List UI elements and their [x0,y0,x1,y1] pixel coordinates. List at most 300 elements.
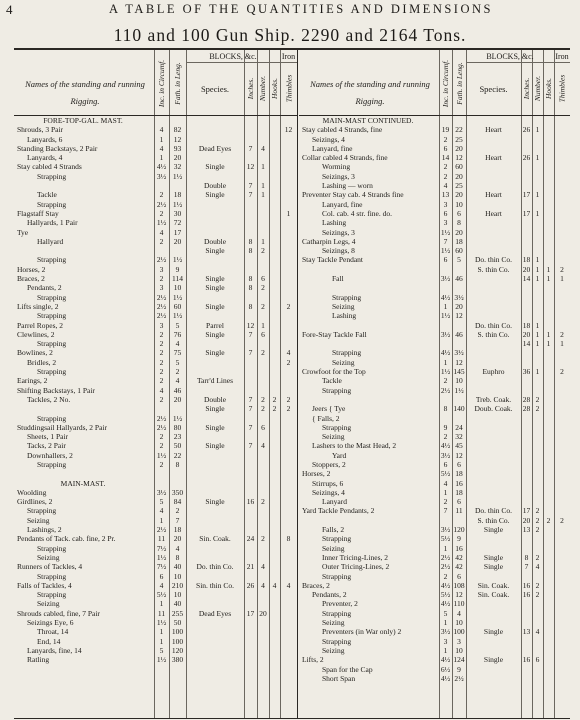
thimbles-cell: 2 [560,367,564,377]
number-cell: 1 [535,329,540,339]
circumference-cell: 2 [159,236,164,246]
rigging-name: Seizing [37,599,60,609]
fathoms-cell: 4 [175,339,180,349]
fathoms-cell: 32 [455,432,463,442]
table-row [14,590,297,599]
number-cell: 2 [535,515,540,525]
rigging-name: Strapping [37,367,67,377]
rigging-name: Span for the Cap [322,664,373,674]
circumference-cell: 1 [443,487,448,497]
thimbles-header-right: Thimbles [557,74,567,102]
rigging-name: Strapping [37,413,67,423]
inches-cell: 7 [248,404,253,414]
fathoms-cell: 12 [455,153,463,163]
circumference-cell: 1 [159,599,164,609]
table-row [14,562,297,571]
species-cell: Single [483,552,504,562]
fathoms-cell: 60 [455,246,463,256]
rigging-name: Horses, 2 [302,469,331,479]
rigging-name: Collar cabled 4 Strands, fine [302,153,388,163]
inc-header: Inc. in Circumf. [157,59,166,107]
rigging-name: Inner Tricing-Lines, 2 [322,552,389,562]
table-row [299,246,570,255]
rigging-name: Strapping [332,292,362,302]
circumference-cell: 5½ [440,590,451,600]
fathoms-cell: 8 [175,552,180,562]
circumference-cell: 2 [443,376,448,386]
number-header-right: Number. [533,75,542,101]
fathoms-cell: 20 [173,236,182,246]
fathoms-cell: 18 [455,469,463,479]
number-cell: 1 [261,236,265,246]
section-heading: MAIN-MAST. [60,478,106,488]
circumference-cell: 3 [159,320,164,330]
table-row [14,451,297,460]
fathoms-cell: 100 [453,627,465,637]
table-row [14,581,297,590]
fathoms-cell: 120 [171,645,184,655]
number-cell: 1 [535,153,540,163]
number-cell: 6 [261,329,265,339]
rigging-name: Lanyard [322,497,347,507]
hooks-cell: 1 [546,274,551,284]
circumference-cell: 1½ [440,367,451,377]
table-row [14,469,297,478]
table-row [14,414,297,423]
species-cell: Single [205,246,225,256]
fathoms-cell: 16 [455,543,463,553]
circumference-cell: 2½ [156,255,167,265]
table-row [299,339,570,348]
thimbles-cell: 1 [560,339,564,349]
inches-cell: 18 [522,255,531,265]
iron-header-right: Iron [555,52,569,61]
inches-cell: 16 [522,580,531,590]
fathoms-cell: 12 [455,450,463,460]
fathoms-cell: 10 [173,590,182,600]
rigging-name: Lashing [322,218,347,228]
inches-cell: 8 [248,246,253,256]
inches-cell: 13 [522,627,531,637]
rigging-name: Downhallers, 2 [27,450,73,460]
table-row [14,404,297,413]
rigging-name: Seizings, 4 [312,487,345,497]
circumference-cell: 1 [443,645,448,655]
fathoms-cell: 20 [455,190,463,200]
rigging-name: Strapping [37,543,67,553]
fathoms-cell: 18 [173,190,182,200]
table-row [14,162,297,171]
fathoms-cell: 100 [171,636,184,646]
rigging-name: Strapping [37,311,67,321]
circumference-cell: 4½ [440,292,451,302]
circumference-cell: 2½ [156,413,167,423]
species-cell: Single [205,441,225,451]
table-row [299,469,570,478]
rigging-name: Clewlines, 2 [17,329,55,339]
number-cell: 1 [535,190,540,200]
circumference-cell: 2½ [156,292,167,302]
fathoms-cell: 10 [173,571,182,581]
circumference-cell: 2 [159,329,164,339]
rigging-name: Seizing [332,301,355,311]
fathoms-cell: 6 [457,208,461,218]
circumference-cell: 2½ [156,199,167,209]
circumference-cell: 2 [159,190,164,200]
rigging-name: Strapping [37,590,67,600]
rigging-name: Pendants of Tack. cab. fine, 2 Pr. [17,534,116,544]
species-cell: Sin. Coak. [477,580,510,590]
circumference-cell: 7½ [156,562,167,572]
rigging-name: Strapping [37,255,67,265]
rigging-name: Worming [322,162,351,172]
fathoms-cell: 72 [173,218,182,228]
hooks-cell: 2 [546,515,551,525]
table-row [299,562,570,571]
rigging-name: Falls of Tackles, 4 [17,580,72,590]
section-heading: FORE-TOP-GAL. MAST. [43,116,123,125]
species-cell: Single [483,525,504,535]
rigging-name: Stay Tackle Pendant [302,255,363,265]
table-row [14,655,297,664]
number-cell: 20 [259,608,267,618]
number-cell: 1 [535,125,540,135]
table-row [299,674,570,683]
fathoms-cell: 12 [173,134,182,144]
inches-cell: 18 [522,320,531,330]
inches-cell: 8 [524,552,529,562]
table-row [14,125,297,134]
circumference-cell: 3½ [440,329,451,339]
table-row [14,172,297,181]
rigging-name: Outer Tricing-Lines, 2 [322,562,390,572]
table-row [299,581,570,590]
fathoms-cell: 18 [455,236,463,246]
rigging-name: Jeers { Tye [312,404,346,414]
circumference-cell: 2 [159,394,164,404]
fathoms-cell: 25 [455,134,463,144]
circumference-cell: 3½ [440,450,451,460]
rigging-name: Strapping [332,348,362,358]
circumference-cell: 2 [443,134,448,144]
rigging-name: Hallyard [37,236,64,246]
table-row [14,395,297,404]
fathoms-cell: 60 [173,301,182,311]
table-row [299,534,570,543]
circumference-cell: 1 [159,515,164,525]
inches-cell: 20 [522,329,531,339]
number-cell: 1 [535,320,540,330]
circumference-cell: 1 [443,357,448,367]
table-row [299,395,570,404]
fathoms-cell: 1½ [172,413,183,423]
table-row [299,646,570,655]
fathoms-cell: 2½ [454,673,464,683]
table-row [14,544,297,553]
table-row [299,293,570,302]
species-cell: Single [205,348,225,358]
table-row [299,423,570,432]
circumference-cell: 1½ [156,552,167,562]
rigging-name: Stoppers, 2 [312,459,346,469]
inches-cell: 24 [246,534,255,544]
table-row [14,116,297,125]
circumference-cell: 4 [159,385,164,395]
table-row [14,339,297,348]
table-row [299,302,570,311]
table-row [14,488,297,497]
rigging-name: Lanyards, fine, 14 [27,645,82,655]
table-row [299,162,570,171]
fathoms-cell: 8 [457,218,461,228]
circumference-cell: 4 [443,478,448,488]
circumference-cell: 4½ [440,599,451,609]
species-cell: Single [483,562,504,572]
inches-cell: 26 [246,580,255,590]
fathoms-cell: 42 [455,562,463,572]
rigging-name: Seizing [322,432,345,442]
circumference-cell: 4½ [440,441,451,451]
rigging-name: Sheets, 1 Pair [27,432,69,442]
fathoms-cell: 11 [455,506,463,516]
inches-cell: 21 [246,562,255,572]
rigging-name: Lashing [332,311,357,321]
number-cell: 2 [535,552,540,562]
circumference-cell: 5 [159,497,164,507]
fathoms-cell: 210 [171,580,184,590]
circumference-cell: 3 [159,264,164,274]
table-row [299,190,570,199]
table-row [14,441,297,450]
fathoms-cell: 20 [455,301,463,311]
table-row [14,348,297,357]
fathoms-cell: 16 [455,478,463,488]
fathoms-cell: 46 [455,329,463,339]
fathoms-cell: 46 [455,274,463,284]
inches-cell: 14 [522,339,531,349]
rigging-name: Bowlines, 2 [17,348,53,358]
circumference-cell: 2½ [440,552,451,562]
rigging-name: Col. cab. 4 str. fine. do. [322,208,392,218]
fathoms-cell: 5 [175,357,180,367]
rigging-name: Yard Tackle Pendants, 2 [302,506,375,516]
number-cell: 2 [261,246,265,256]
table-row [14,200,297,209]
table-row [14,479,297,488]
species-cell: Heart [485,153,502,163]
fathoms-cell: 50 [173,441,182,451]
blocks-header-right: BLOCKS, &c. [486,52,534,61]
table-row [299,441,570,450]
number-cell: 1 [535,367,540,377]
rigging-name: Girdlines, 2 [17,497,53,507]
table-row [299,218,570,227]
fathoms-cell: 255 [171,608,184,618]
circumference-cell: 4 [159,143,164,153]
hooks-header-right: Hooks. [544,77,554,99]
table-row [14,516,297,525]
fathoms-cell: 20 [173,534,182,544]
species-cell: Heart [485,125,502,135]
circumference-cell: 1½ [440,227,451,237]
rigging-name: Strapping [322,571,352,581]
rigging-name: Flagstaff Stay [17,208,59,218]
thimbles-cell: 2 [560,264,564,274]
fathoms-cell: 12 [455,357,463,367]
species-cell: Single [205,274,225,284]
rigging-name: Standing Backstays, 2 Pair [17,143,98,153]
circumference-cell: 2½ [156,525,167,535]
rigging-name: Tackle [37,190,57,200]
right-rows [299,116,570,683]
fathoms-cell: 24 [455,422,463,432]
inches-cell: 7 [248,348,253,358]
number-cell: 4 [535,627,540,637]
circumference-cell: 2½ [156,422,167,432]
hooks-cell: 2 [272,394,277,404]
rigging-name: Strapping [37,339,67,349]
circumference-cell: 2 [159,441,164,451]
species-cell: Single [205,497,225,507]
species-cell: Sin. Coak. [199,534,231,544]
page-number: 4 [6,2,13,17]
table-row [299,237,570,246]
fath-header: Fath. in Leng. [173,61,182,105]
fathoms-cell: 8 [175,459,180,469]
thimbles-header: Thimbles [284,74,294,102]
thimbles-cell: 2 [286,301,291,311]
fathoms-cell: 22 [173,450,182,460]
fathoms-cell: 42 [455,552,463,562]
fathoms-cell: 12 [455,311,463,321]
thimbles-cell: 1 [286,208,291,218]
circumference-cell: 3 [443,636,448,646]
species-cell: Single [205,404,225,414]
rigging-name: Tye [17,227,29,237]
rigging-name: Shrouds cabled, fine, 7 Pair [17,608,100,618]
species-cell: Do. thin Co. [474,320,513,330]
left-rows [14,116,297,665]
number-cell: 4 [261,562,265,572]
table-row [14,646,297,655]
rigging-name: Yard [332,450,347,460]
circumference-cell: 6 [443,143,448,153]
inches-cell: 28 [522,394,531,404]
table-row [299,497,570,506]
inches-cell: 7 [248,441,253,451]
fathoms-cell: 4 [175,376,180,386]
number-cell: 2 [535,590,540,600]
fathoms-cell: 25 [455,181,463,191]
fathoms-cell: 75 [173,348,182,358]
number-cell: 1 [261,181,265,191]
iron-header: Iron [281,52,296,61]
table-row [299,153,570,162]
fathoms-cell: 2 [175,506,180,516]
fathoms-cell: 20 [455,171,463,181]
inches-cell: 17 [522,208,531,218]
fathoms-cell: 9 [457,534,461,544]
species-cell: Parrel [206,320,224,330]
table-row [299,125,570,134]
thimbles-cell: 2 [286,394,291,404]
thimbles-cell: 2 [286,404,291,414]
fathoms-cell: 10 [455,199,463,209]
circumference-cell: 6 [159,571,164,581]
table-row [299,321,570,330]
fathoms-cell: 4 [175,543,180,553]
fathoms-cell: 50 [173,618,182,628]
species-header: Species. [200,84,230,94]
fathoms-cell: 120 [453,525,465,535]
left-header [14,50,297,116]
rigging-name: Strapping [37,459,67,469]
inches-cell: 26 [522,125,531,135]
fathoms-cell: 9 [175,264,180,274]
inches-cell: 7 [248,190,253,200]
rigging-name: Seizing [322,618,345,628]
rigging-name: Seizing [322,543,345,553]
table-row [14,311,297,320]
left-half [14,50,298,718]
fathoms-cell: 1½ [172,255,183,265]
table-row [14,376,297,385]
fathoms-cell: 80 [173,422,182,432]
hooks-cell: 2 [272,404,277,414]
number-cell: 2 [261,283,265,293]
fathoms-cell: 76 [173,329,182,339]
inches-cell: 26 [522,153,531,163]
inches-cell: 16 [246,497,255,507]
rigging-name: Seizings, 4 [312,134,345,144]
circumference-cell: 11 [157,608,166,618]
rigging-name: Stirrups, 6 [312,478,344,488]
species-cell: S. thin Co. [477,264,510,274]
rigging-name: Falls, 2 [322,525,345,535]
hooks-cell: 1 [546,329,551,339]
rigging-name: Tackles, 2 No. [27,394,71,404]
circumference-cell: 3 [443,199,448,209]
circumference-cell: 3 [159,283,164,293]
inches-header-right: Inches. [522,77,532,99]
species-cell: Single [205,190,225,200]
table-row [299,525,570,534]
table-row [14,302,297,311]
table-row [299,516,570,525]
rigging-name: Tackle [322,376,342,386]
rigging-name: Seizings, 3 [322,227,355,237]
table-row [14,358,297,367]
rigging-name: Stay cabled 4 Strands, fine [302,125,383,135]
circumference-cell: 4½ [440,655,451,665]
rigging-name: Braces, 2 [17,274,45,284]
rigging-name: Lashings, 2 [27,525,62,535]
fathoms-cell: 18 [455,487,463,497]
species-cell: Single [205,301,225,311]
rigging-name: Strapping [322,422,352,432]
rigging-name: { Falls, 2 [312,413,340,423]
rigging-name: Strapping [37,292,67,302]
hooks-cell: 1 [546,264,551,274]
table-row [299,553,570,562]
table-row [14,618,297,627]
circumference-cell: 1½ [156,450,167,460]
inches-cell: 8 [248,301,253,311]
rigging-name: Strapping [27,506,57,516]
table-row [14,525,297,534]
table-row [299,572,570,581]
fathoms-cell: 124 [453,655,465,665]
